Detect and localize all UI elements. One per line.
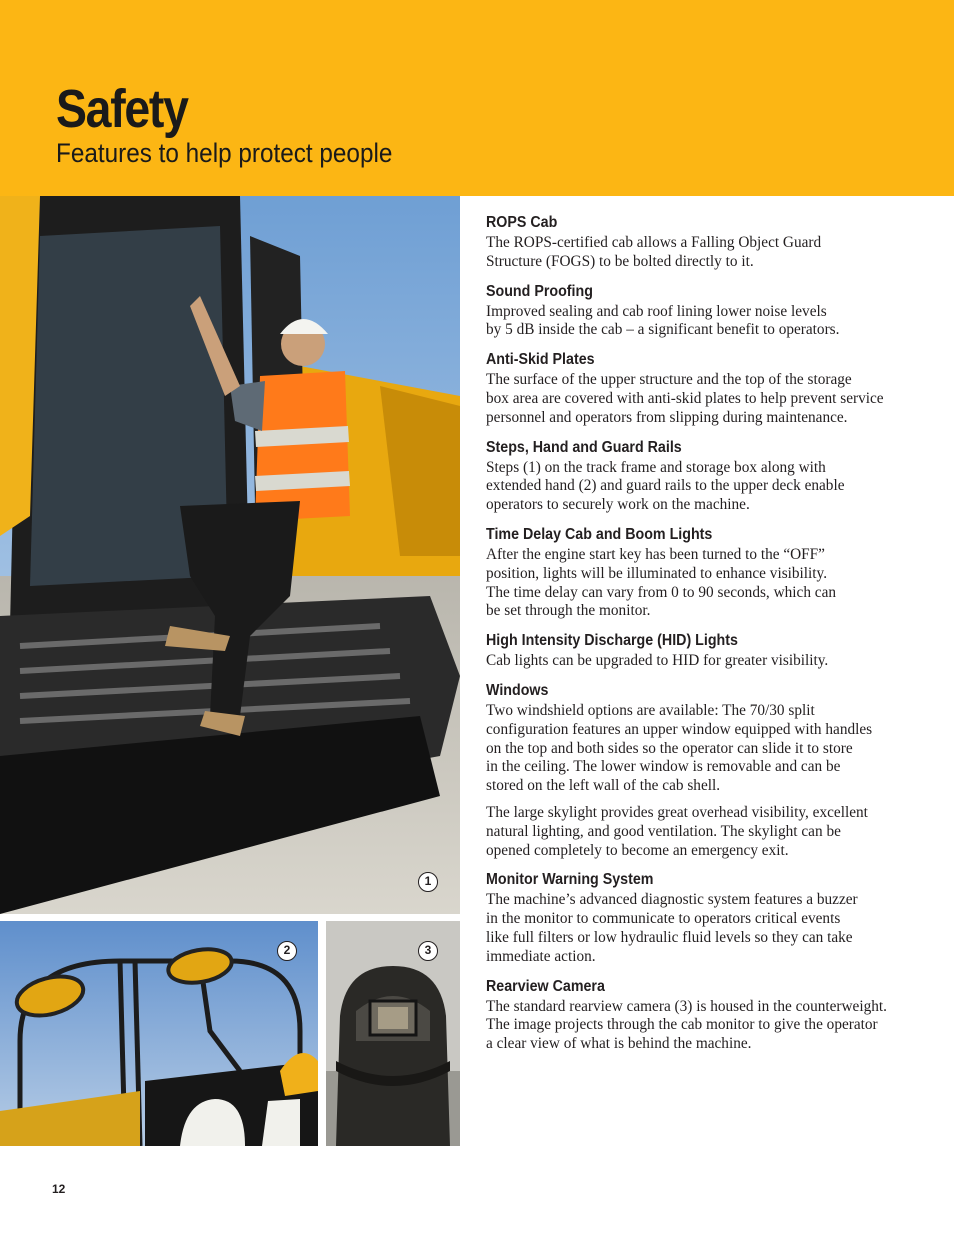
rearview-camera-photo bbox=[326, 921, 460, 1146]
section-rearview-camera bbox=[486, 976, 904, 1054]
handrail-mirror-photo bbox=[0, 921, 318, 1146]
section-heading: Monitor Warning System bbox=[486, 871, 654, 889]
section-hid-lights bbox=[486, 630, 904, 671]
section-monitor-warning bbox=[486, 869, 904, 966]
page-title: Safety bbox=[56, 79, 188, 139]
section-body: Improved sealing and cab roof lining lower noise levels by 5 dB inside the cab – a significant benefit to operators. bbox=[486, 302, 840, 339]
section-body: The large skylight provides great overhead visibility, excellent natural lighting, and good ventilation. The skylight can be opened completely to become an emergency exit. bbox=[486, 803, 868, 859]
section-heading: Steps, Hand and Guard Rails bbox=[486, 438, 682, 456]
callout-3: 3 bbox=[418, 941, 438, 961]
section-heading: ROPS Cab bbox=[486, 214, 558, 231]
section-body: Steps (1) on the track frame and storage box along with extended hand (2) and guard rails to the upper deck enable operators to securely work on the machine. bbox=[486, 458, 845, 514]
section-heading: Time Delay Cab and Boom Lights bbox=[486, 525, 713, 543]
section-heading: Anti-Skid Plates bbox=[486, 351, 595, 369]
page-subtitle: Features to help protect people bbox=[56, 138, 393, 168]
section-heading: Sound Proofing bbox=[486, 282, 593, 300]
section-windows bbox=[486, 680, 904, 860]
features-column bbox=[486, 212, 904, 1054]
callout-1: 1 bbox=[418, 872, 438, 892]
callout-2: 2 bbox=[277, 941, 297, 961]
section-body: After the engine start key has been turned to the “OFF” position, lights will be illuminated to enhance visibility. The time delay can vary from 0 to 90 seconds, which can be set through the monitor. bbox=[486, 545, 837, 620]
section-body: The machine’s advanced diagnostic system features a buzzer in the monitor to communicate to operators critical events like full filters or low hydraulic fluid levels so they can take immediate action. bbox=[486, 891, 858, 965]
section-steps-rails bbox=[486, 437, 904, 515]
page-number: 12 bbox=[52, 1182, 66, 1196]
section-heading: High Intensity Discharge (HID) Lights bbox=[486, 632, 738, 650]
section-time-delay-lights bbox=[486, 524, 904, 621]
section-body: Cab lights can be upgraded to HID for greater visibility. bbox=[486, 652, 829, 670]
section-body: The ROPS-certified cab allows a Falling Object Guard Structure (FOGS) to be bolted directly to it. bbox=[486, 234, 822, 270]
section-heading: Rearview Camera bbox=[486, 977, 605, 995]
section-heading: Windows bbox=[486, 681, 549, 699]
section-body: The standard rearview camera (3) is housed in the counterweight. The image projects through the cab monitor to give the operator a clear view of what is behind the machine. bbox=[486, 997, 887, 1053]
section-body: The surface of the upper structure and the top of the storage box area are covered with anti-skid plates to help prevent service personnel and operators from slipping during maintenance. bbox=[486, 371, 884, 426]
section-anti-skid-plates bbox=[486, 349, 904, 427]
section-rops-cab bbox=[486, 212, 904, 272]
section-sound-proofing bbox=[486, 281, 904, 341]
operator-climbing-photo bbox=[0, 196, 460, 914]
section-body: Two windshield options are available: The 70/30 split configuration features an upper window equipped with handles on the top and both sides so the operator can slide it to store in the ceiling. The lower window is removable and can be stored on the left wall of the cab shell. bbox=[486, 701, 873, 795]
